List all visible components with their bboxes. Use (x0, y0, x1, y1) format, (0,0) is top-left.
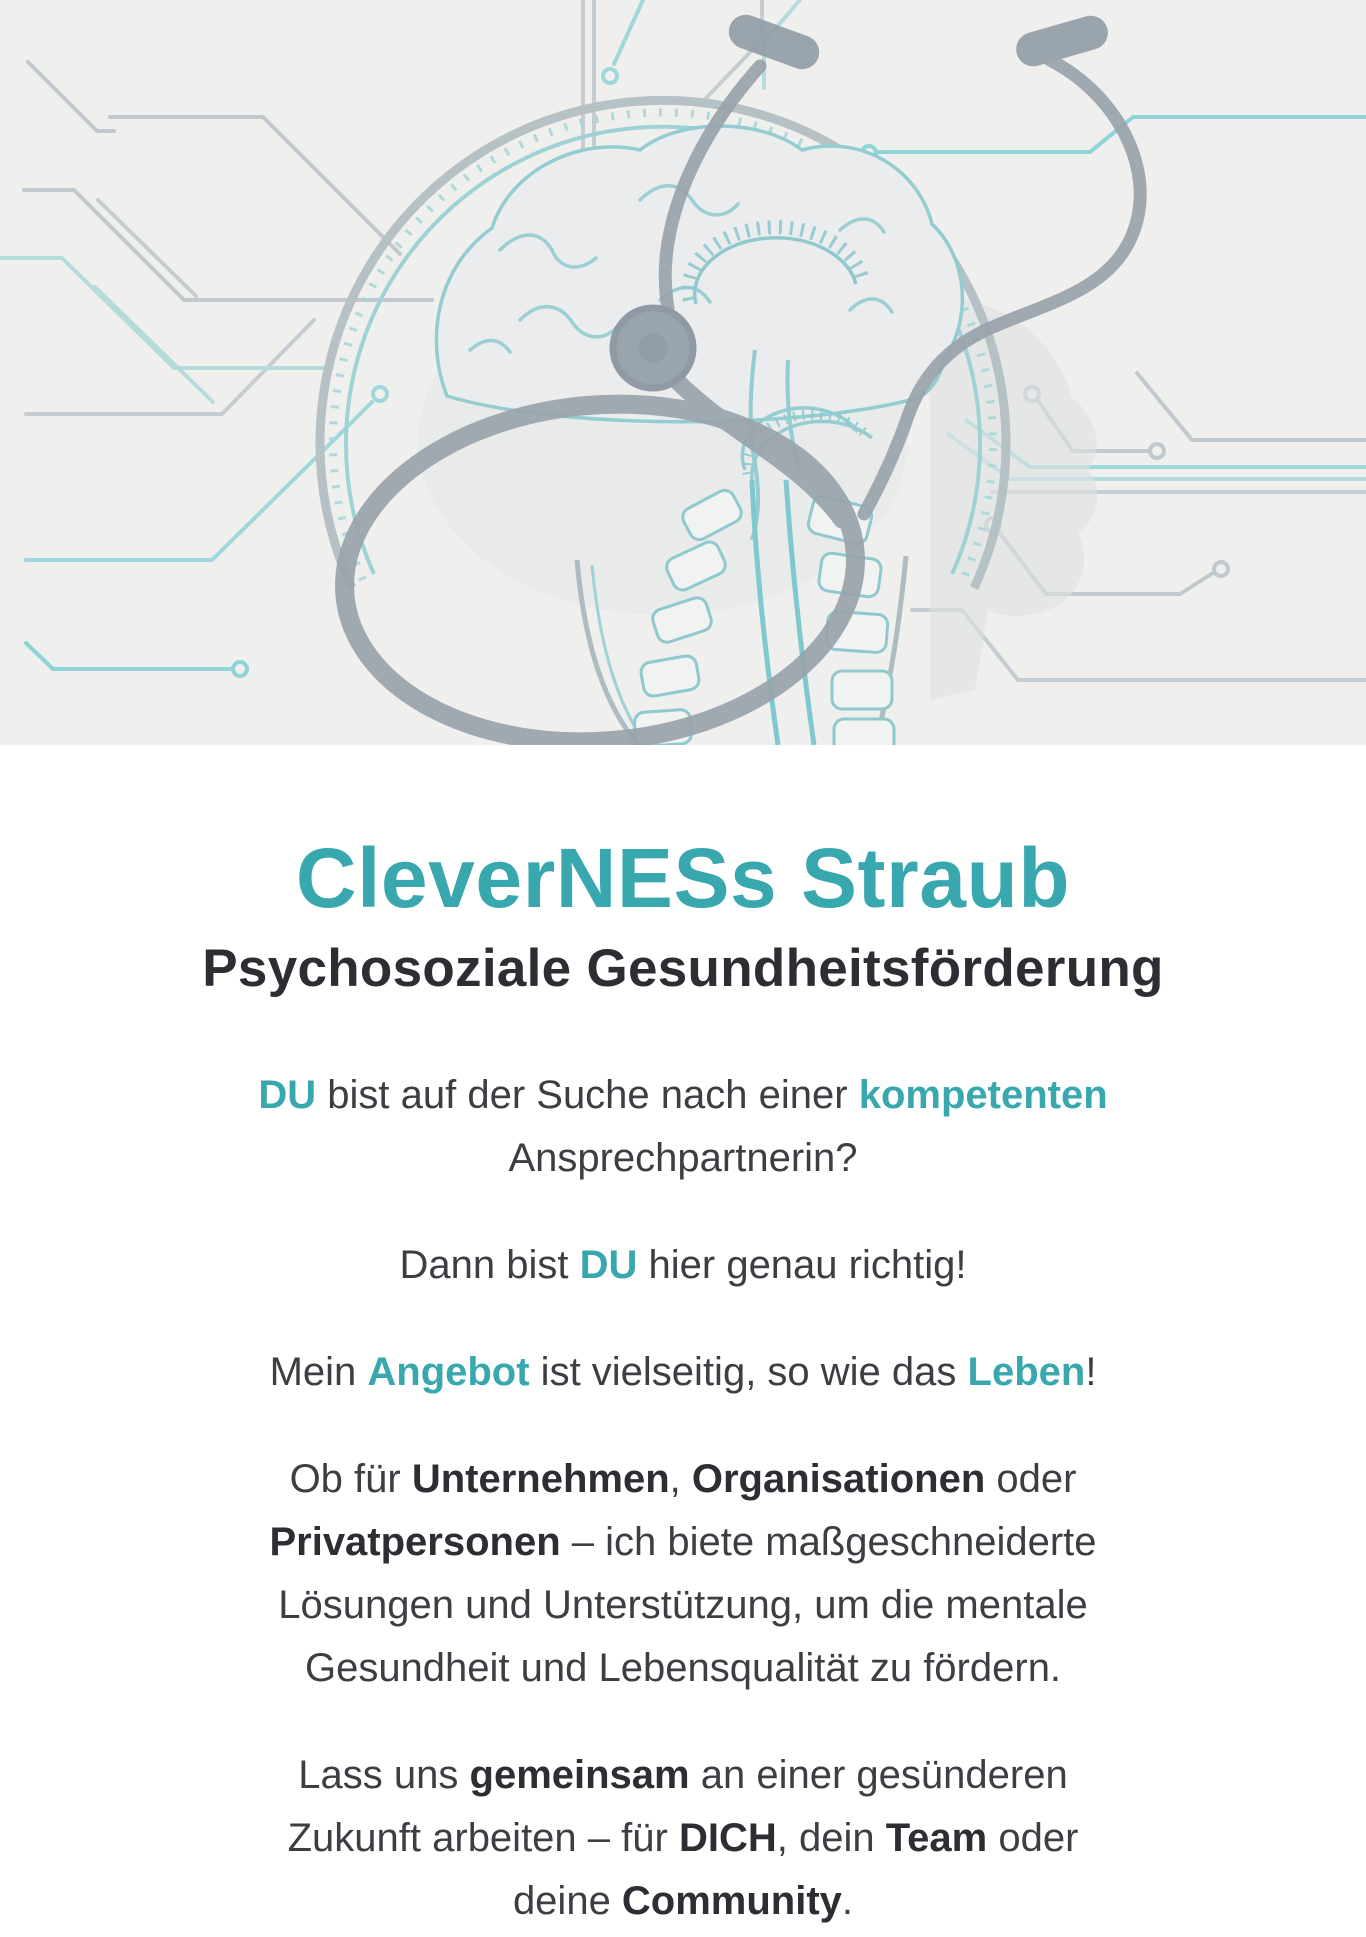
paragraph-search: DU bist auf der Suche nach einer kompetenten Ansprechpartnerin? (258, 1073, 1108, 1181)
paragraph-call-to-action: Lass uns gemeinsam an einer gesünderen Zukunft arbeiten – für DICH, dein Team oder deine Community. (287, 1753, 1079, 1924)
main-content (0, 831, 1366, 1933)
paragraph-offer: Mein Angebot ist vielseitig, so wie das Leben! (269, 1350, 1097, 1395)
paragraph-audience: Ob für Unternehmen, Organisationen oder Privatpersonen – ich biete maßgeschneiderte Lösungen und Unterstützung, um die mentale Gesundheit und Lebensqualität zu fördern. (269, 1457, 1097, 1691)
page-subtitle: Psychosoziale Gesundheitsförderung (202, 939, 1164, 999)
hero-image (0, 0, 1366, 745)
hero-illustration (0, 0, 1366, 745)
intro-text (83, 1064, 1283, 1933)
paragraph-right-here: Dann bist DU hier genau richtig! (399, 1243, 967, 1288)
page-title: CleverNESs Straub (295, 831, 1071, 925)
